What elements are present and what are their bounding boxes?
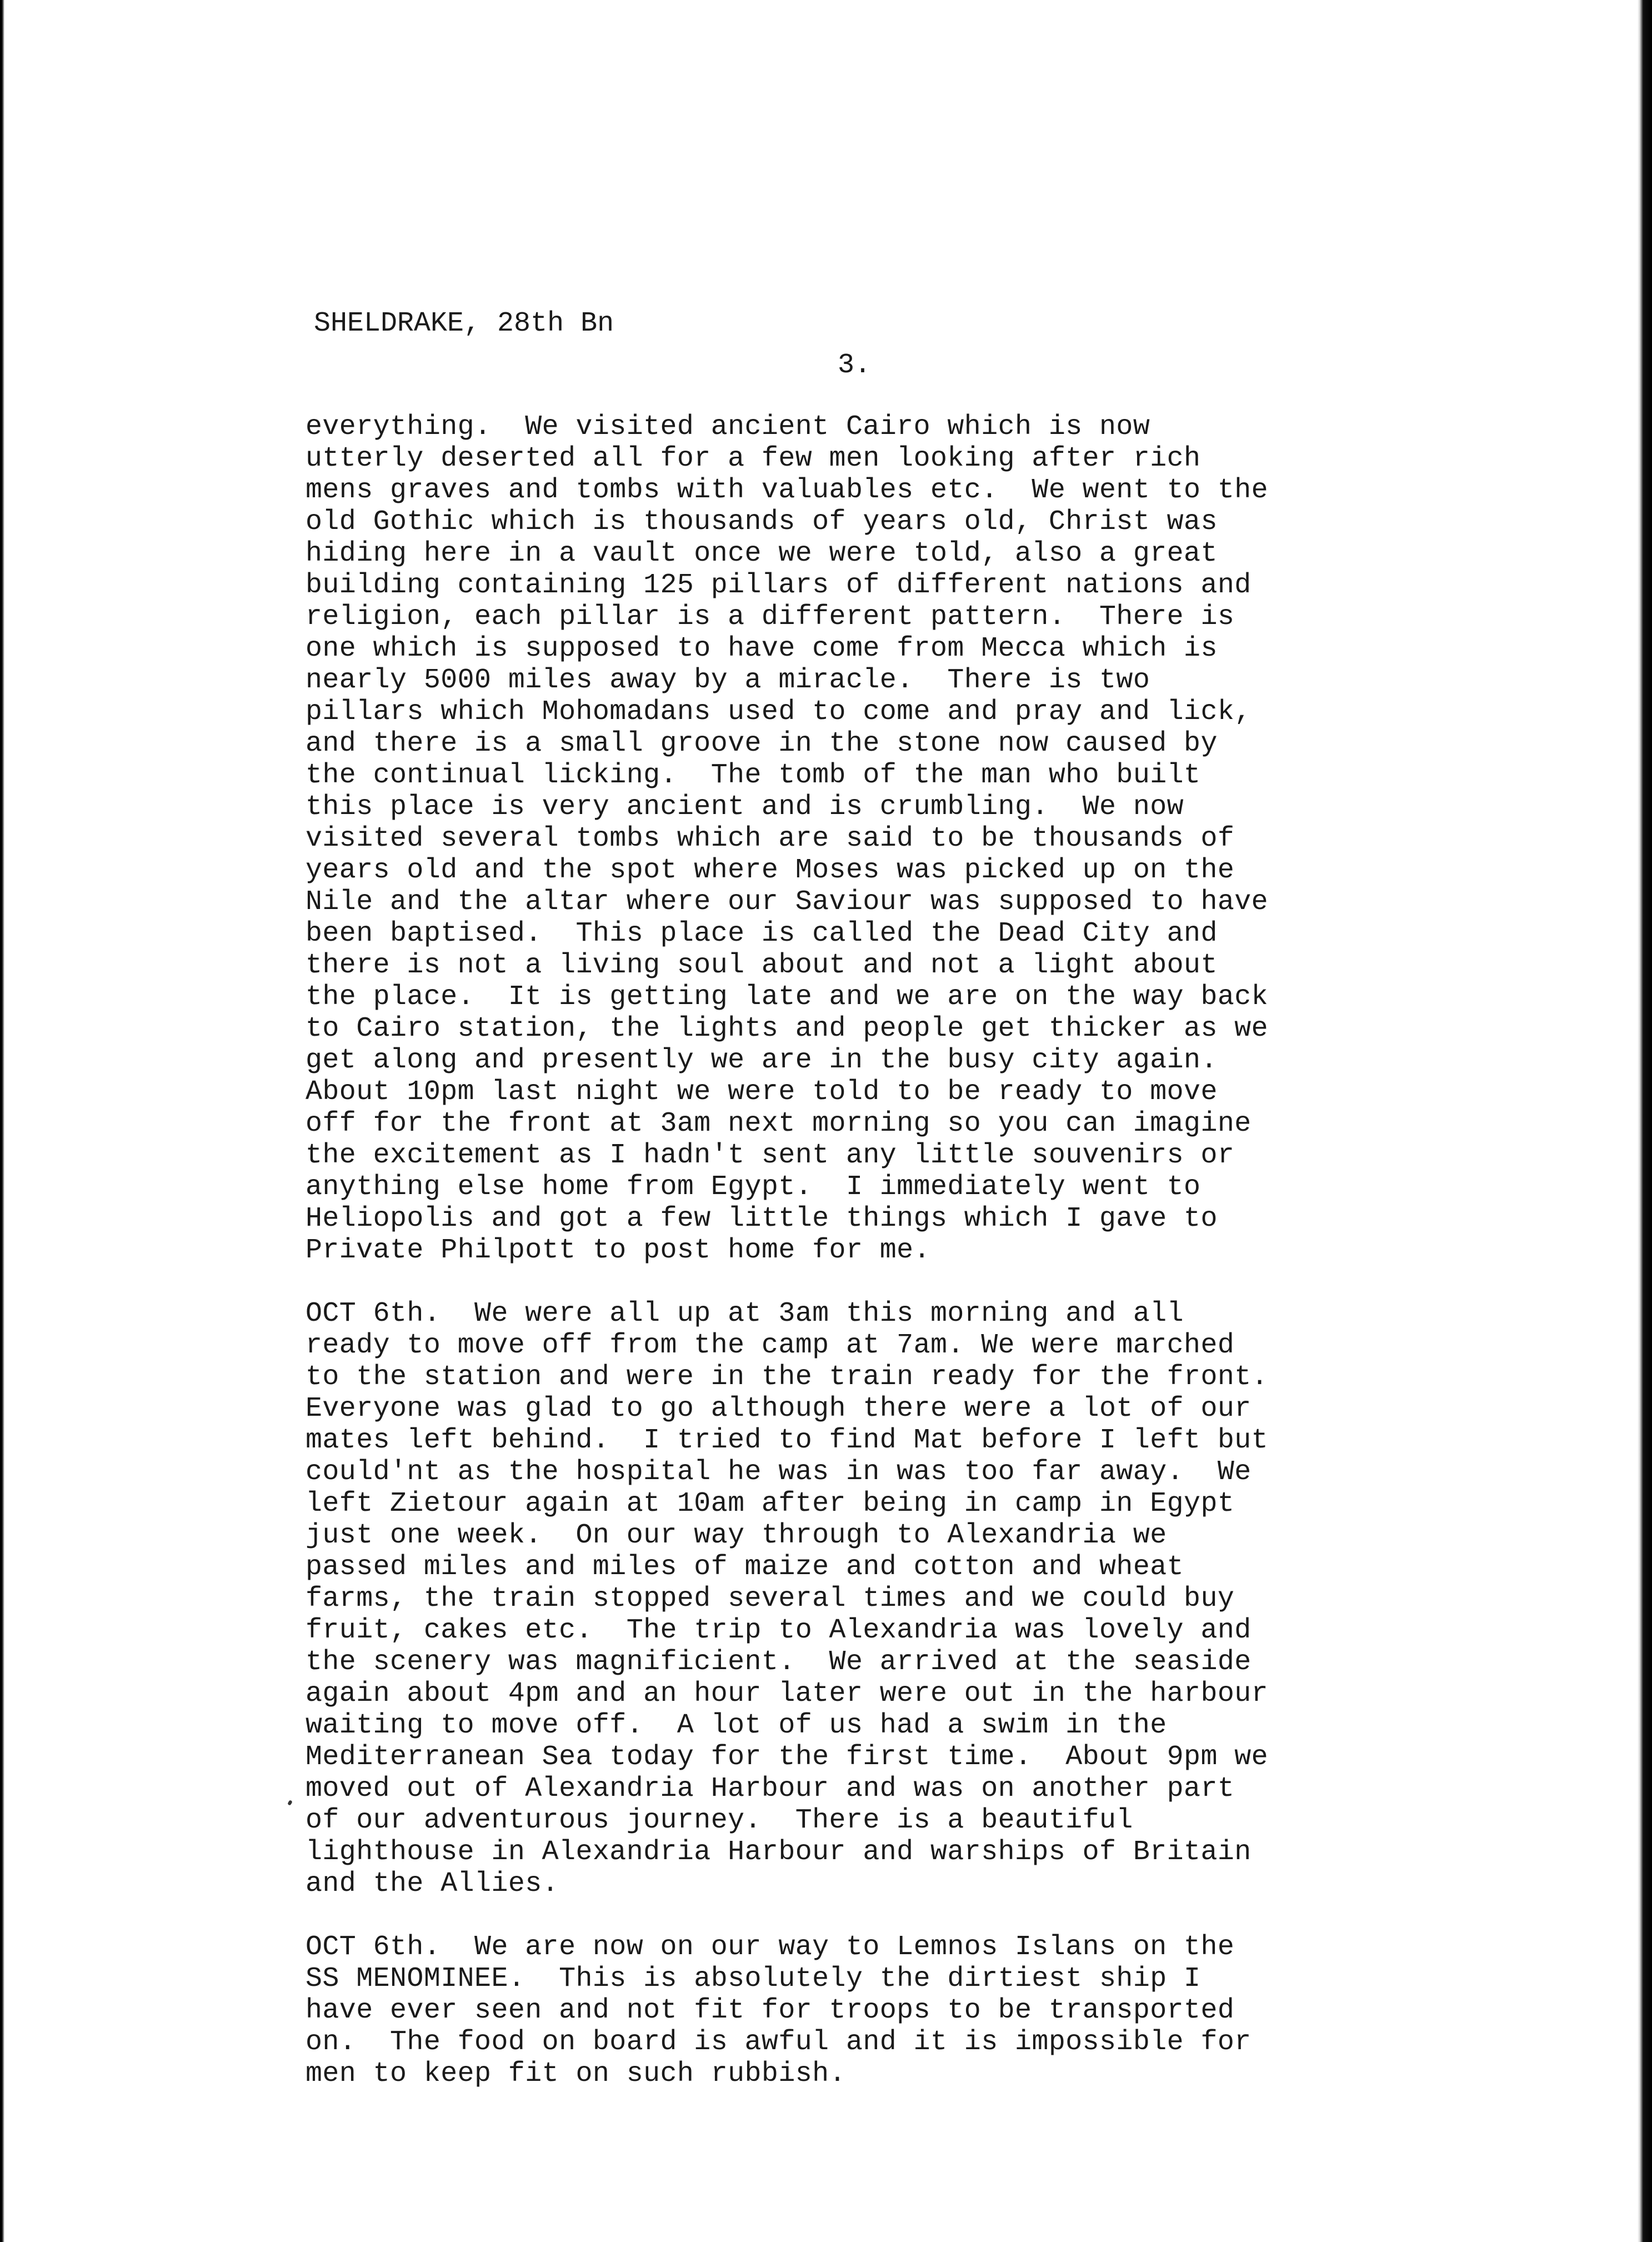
text-line: building containing 125 pillars of different nations and xyxy=(306,570,1251,601)
text-line: and there is a small groove in the stone now caused by xyxy=(306,728,1218,760)
scan-left-edge xyxy=(0,0,4,2242)
text-line: the place. It is getting late and we are on the way back xyxy=(306,981,1269,1013)
text-line: Mediterranean Sea today for the first time. About 9pm we xyxy=(306,1741,1269,1773)
text-line: ready to move off from the camp at 7am. We were marched xyxy=(306,1330,1235,1361)
page-number: 3. xyxy=(838,349,872,381)
text-line: years old and the spot where Moses was picked up on the xyxy=(306,855,1235,886)
paragraph xyxy=(306,1298,1416,1900)
text-line: Everyone was glad to go although there were a lot of our xyxy=(306,1393,1251,1425)
text-line: the continual licking. The tomb of the man who built xyxy=(306,760,1201,791)
text-line: Heliopolis and got a few little things which I gave to xyxy=(306,1203,1218,1235)
text-line: the scenery was magnificient. We arrived at the seaside xyxy=(306,1646,1251,1678)
text-line: get along and presently we are in the busy city again. xyxy=(306,1045,1218,1076)
text-line: just one week. On our way through to Alexandria we xyxy=(306,1520,1167,1551)
text-line: nearly 5000 miles away by a miracle. There is two xyxy=(306,665,1150,696)
text-line: on. The food on board is awful and it is impossible for xyxy=(306,2026,1251,2058)
text-line: Private Philpott to post home for me. xyxy=(306,1235,930,1266)
text-line: to the station and were in the train ready for the front. xyxy=(306,1361,1269,1393)
text-line: men to keep fit on such rubbish. xyxy=(306,2058,846,2090)
text-line: again about 4pm and an hour later were out in the harbour xyxy=(306,1678,1269,1710)
scan-right-edge xyxy=(1638,0,1652,2242)
text-line: could'nt as the hospital he was in was too far away. We xyxy=(306,1456,1251,1488)
text-line: fruit, cakes etc. The trip to Alexandria was lovely and xyxy=(306,1615,1251,1646)
text-line: religion, each pillar is a different pattern. There is xyxy=(306,601,1235,633)
text-line: moved out of Alexandria Harbour and was on another part xyxy=(306,1773,1235,1805)
text-line: lighthouse in Alexandria Harbour and warships of Britain xyxy=(306,1836,1251,1868)
text-line: mens graves and tombs with valuables etc. We went to the xyxy=(306,475,1269,506)
text-line: to Cairo station, the lights and people get thicker as we xyxy=(306,1013,1269,1045)
text-line: this place is very ancient and is crumbling. We now xyxy=(306,791,1184,823)
text-line: mates left behind. I tried to find Mat before I left but xyxy=(306,1425,1269,1456)
text-line: About 10pm last night we were told to be ready to move xyxy=(306,1076,1218,1108)
document-header: SHELDRAKE, 28th Bn xyxy=(314,308,614,339)
text-line: have ever seen and not fit for troops to be transported xyxy=(306,1995,1235,2026)
text-line: left Zietour again at 10am after being in camp in Egypt xyxy=(306,1488,1235,1520)
text-line: OCT 6th. We are now on our way to Lemnos Islans on the xyxy=(306,1931,1235,1963)
paragraph xyxy=(306,1931,1416,2090)
text-line: pillars which Mohomadans used to come and pray and lick, xyxy=(306,696,1251,728)
text-line: everything. We visited ancient Cairo which is now xyxy=(306,411,1150,443)
text-line: been baptised. This place is called the Dead City and xyxy=(306,918,1218,950)
text-line: and the Allies. xyxy=(306,1868,559,1900)
paragraph xyxy=(306,411,1416,1266)
text-line: there is not a living soul about and not a light about xyxy=(306,950,1218,981)
text-line: utterly deserted all for a few men looking after rich xyxy=(306,443,1201,475)
document-body xyxy=(306,411,1416,2090)
text-line: waiting to move off. A lot of us had a swim in the xyxy=(306,1710,1167,1741)
text-line: old Gothic which is thousands of years old, Christ was xyxy=(306,506,1218,538)
ink-speck xyxy=(287,1800,293,1806)
text-line: passed miles and miles of maize and cotton and wheat xyxy=(306,1551,1184,1583)
text-line: Nile and the altar where our Saviour was supposed to have xyxy=(306,886,1269,918)
text-line: SS MENOMINEE. This is absolutely the dirtiest ship I xyxy=(306,1963,1201,1995)
text-line: OCT 6th. We were all up at 3am this morning and all xyxy=(306,1298,1184,1330)
text-line: farms, the train stopped several times and we could buy xyxy=(306,1583,1235,1615)
text-line: one which is supposed to have come from Mecca which is xyxy=(306,633,1218,665)
text-line: of our adventurous journey. There is a beautiful xyxy=(306,1805,1133,1836)
text-line: the excitement as I hadn't sent any little souvenirs or xyxy=(306,1140,1235,1171)
text-line: hiding here in a vault once we were told, also a great xyxy=(306,538,1218,570)
text-line: visited several tombs which are said to be thousands of xyxy=(306,823,1235,855)
text-line: off for the front at 3am next morning so you can imagine xyxy=(306,1108,1251,1140)
text-line: anything else home from Egypt. I immediately went to xyxy=(306,1171,1201,1203)
